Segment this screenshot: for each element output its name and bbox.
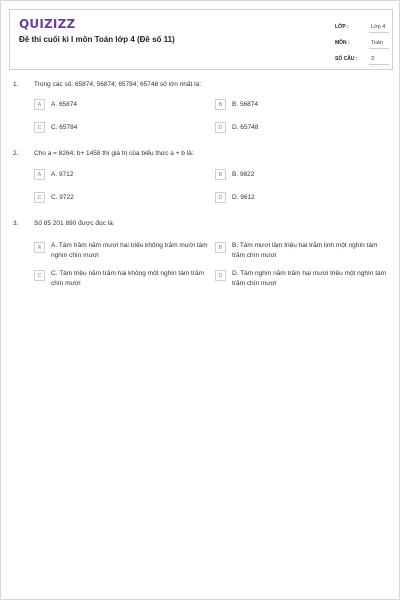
meta-label: SỐ CÂU : xyxy=(335,56,358,62)
option-text: B. 56874 xyxy=(232,101,259,108)
option-letter-box: B xyxy=(215,99,226,110)
meta-row-question-count xyxy=(335,50,389,65)
question-text: Số 85 201 890 được đọc là: xyxy=(34,220,115,227)
meta-value: Lớp 4 xyxy=(369,24,389,33)
option-text: A. Tám trăm năm mươi hai triệu không trăm mười tám nghìn chín mươi xyxy=(51,242,208,259)
meta-row-class xyxy=(335,18,389,33)
option-letter-box: B xyxy=(215,242,226,253)
option-text: C. Tám triệu năm trăm hai không một nghìn tám trăm chín mươi xyxy=(51,270,205,287)
option-letter-box: A xyxy=(34,242,45,253)
worksheet-header xyxy=(9,9,393,70)
question-number: 2. xyxy=(13,150,19,157)
option-letter-box: D xyxy=(215,192,226,203)
option-letter-box: B xyxy=(215,169,226,180)
page-title: Đề thi cuối kì I môn Toán lớp 4 (Đề số 11) xyxy=(19,35,175,44)
option-text: D. 65748 xyxy=(232,124,259,131)
meta-fields xyxy=(335,18,389,66)
option-text: A. 65874 xyxy=(51,101,78,108)
meta-value: 3 xyxy=(369,56,389,65)
meta-value: Toán xyxy=(369,40,389,49)
option-letter-box: C xyxy=(34,192,45,203)
option-letter-box: D xyxy=(215,270,226,281)
option-text: A. 9712 xyxy=(51,171,74,178)
meta-label: LỚP : xyxy=(335,24,349,30)
option-text: C. 9722 xyxy=(51,194,74,201)
option-letter-box: C xyxy=(34,122,45,133)
question-number: 1. xyxy=(13,81,19,88)
question-text: Trong các số: 65874; 56874; 65784; 65748 số lớn nhất là: xyxy=(34,81,202,88)
option-letter-box: D xyxy=(215,122,226,133)
option-letter-box: A xyxy=(34,169,45,180)
option-text: D. Tám nghìn năm trăm hai mươi triệu một nghìn tám trăm chín mươi xyxy=(232,270,387,287)
option-letter-box: A xyxy=(34,99,45,110)
question-number: 3. xyxy=(13,220,19,227)
quizizz-logo: QUIZIZZ xyxy=(19,17,76,31)
option-text: C. 65784 xyxy=(51,124,78,131)
option-letter-box: C xyxy=(34,270,45,281)
option-text: B. Tám mươi lăm triệu hai trăm linh một nghìn tám trăm chín mươi xyxy=(232,242,378,259)
option-text: D. 9612 xyxy=(232,194,255,201)
option-text: B. 9822 xyxy=(232,171,255,178)
question-text: Cho a = 8264; b+ 1458 thì giá trị của biểu thức a + b là: xyxy=(34,150,194,157)
meta-label: MÔN : xyxy=(335,40,350,46)
meta-row-subject xyxy=(335,34,389,49)
